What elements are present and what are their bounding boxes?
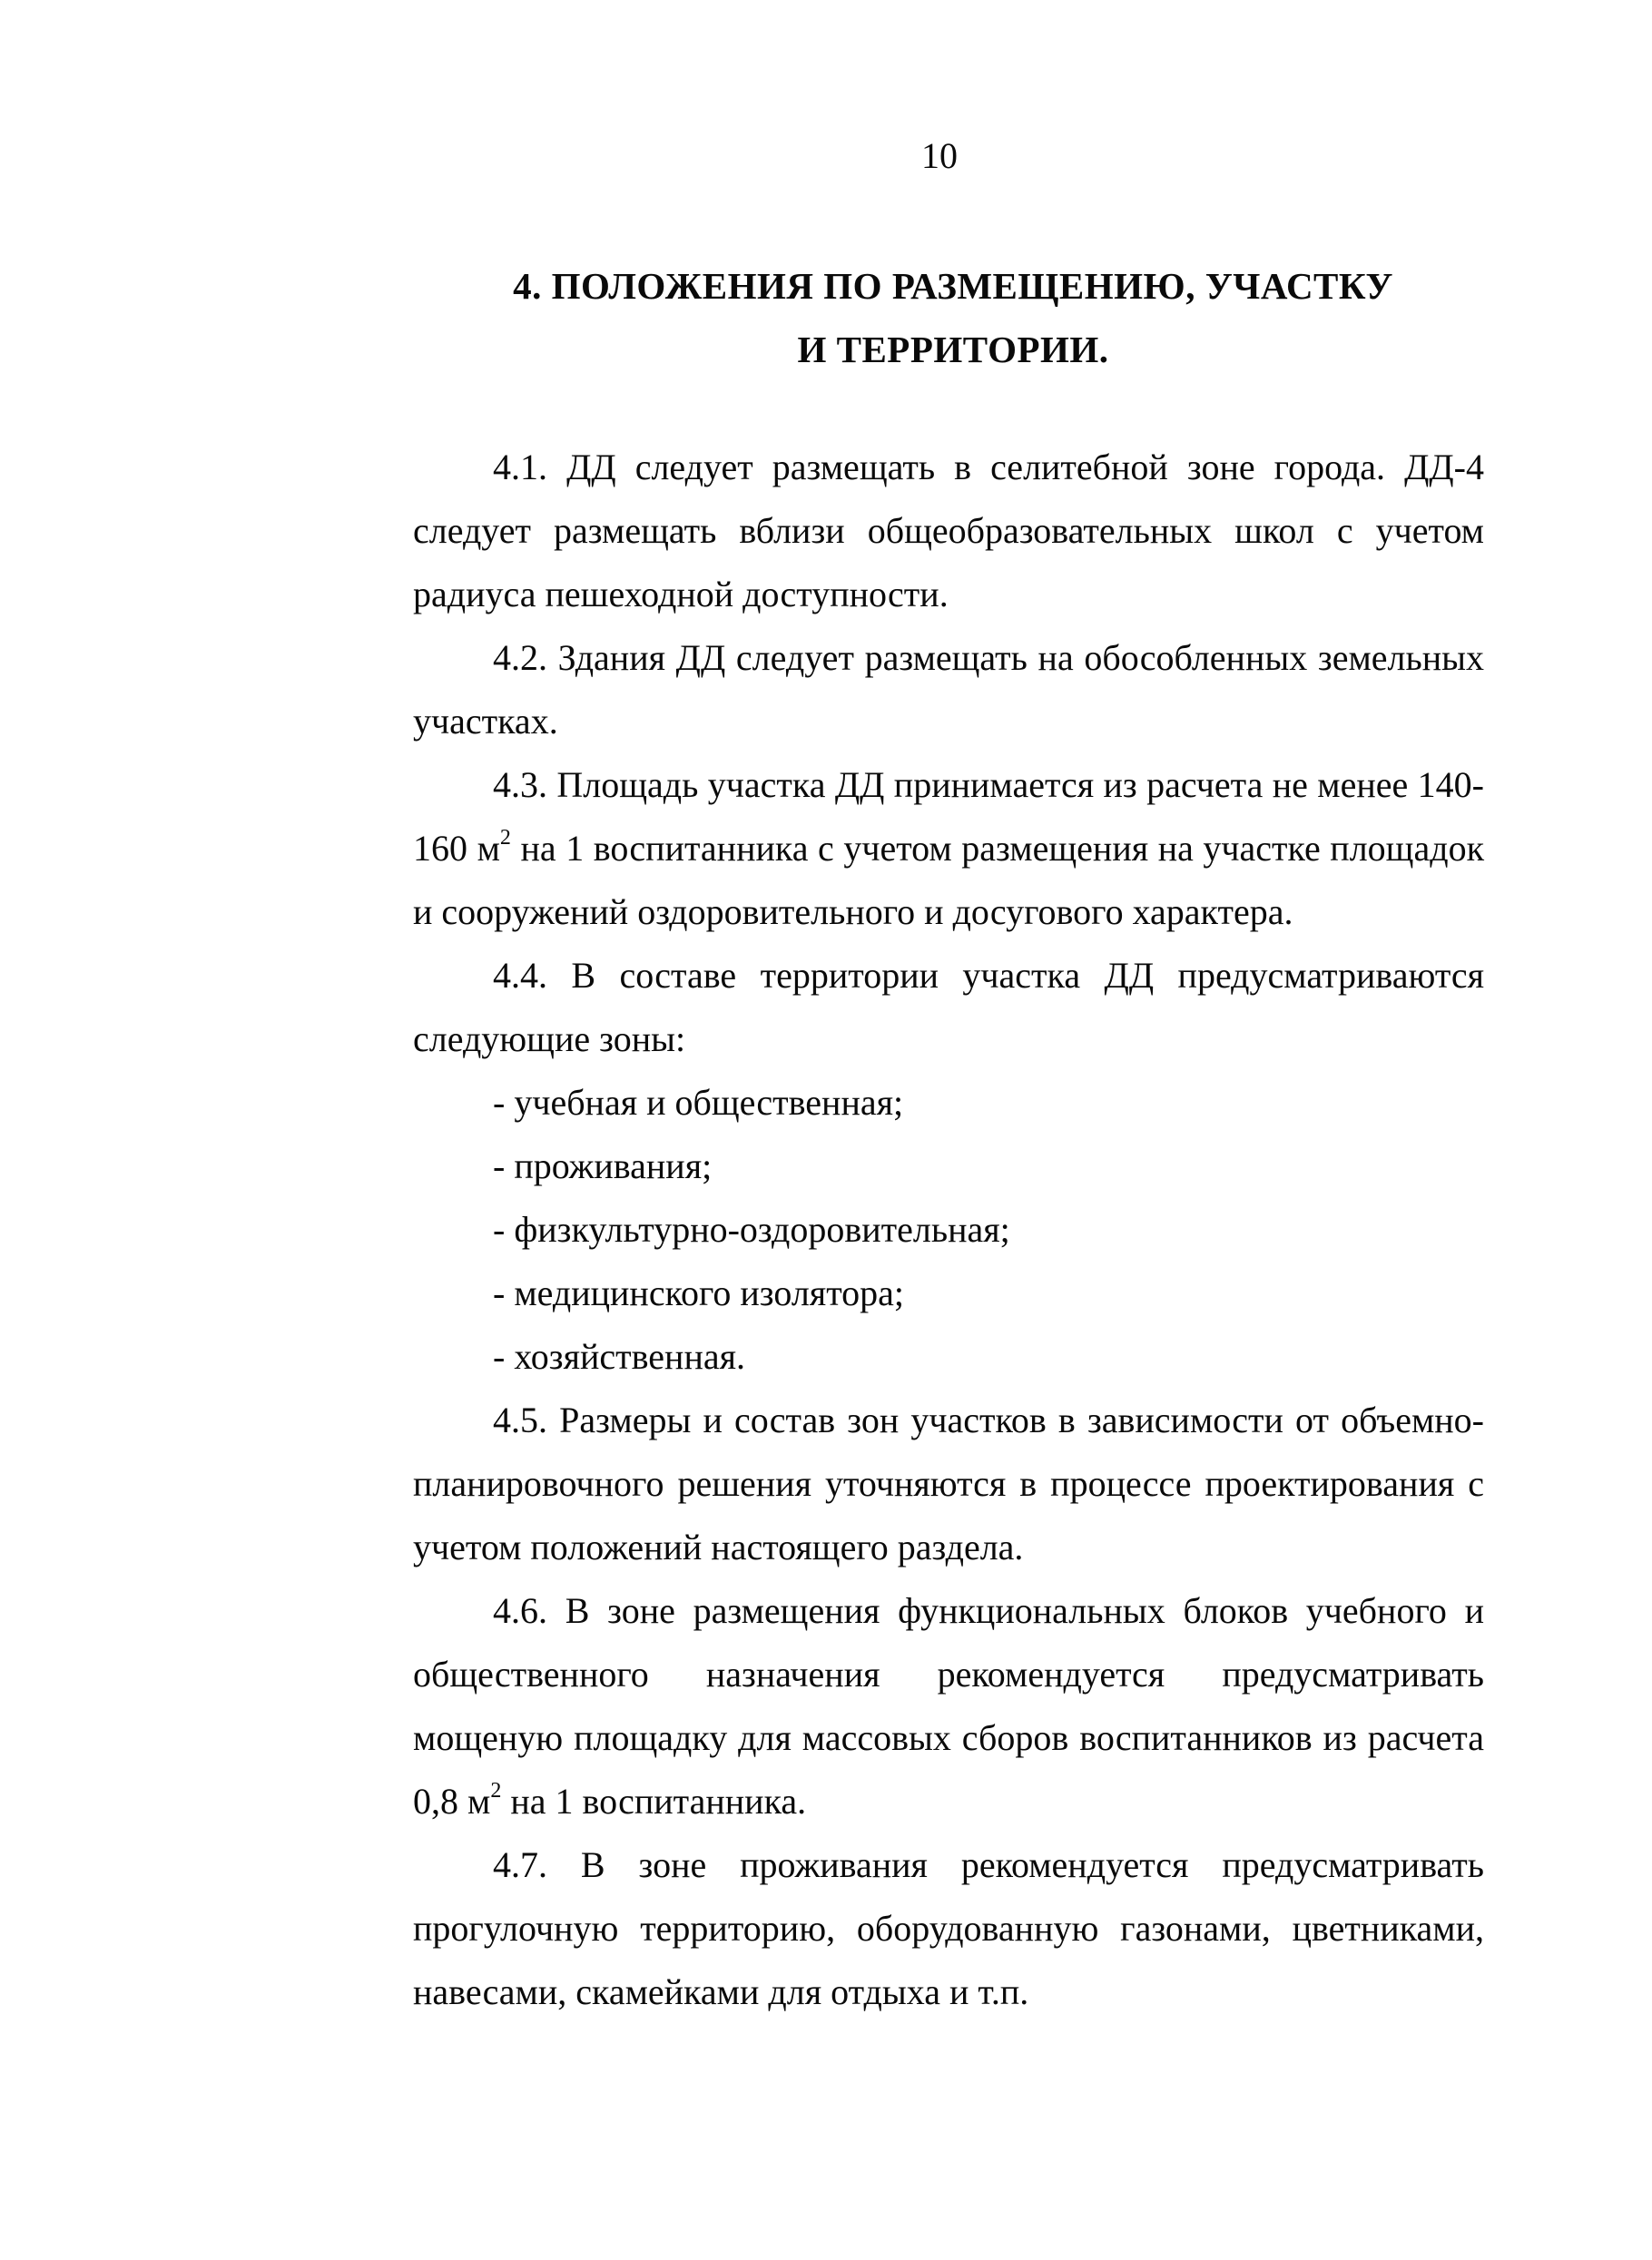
paragraph-4-5: 4.5. Размеры и состав зон участков в зависимости от объемно-планировочного решения уточняются в процессе проектирования с учетом положений настоящего раздела.: [413, 1400, 1484, 1567]
zone-item: - учебная и общественная;: [493, 1082, 904, 1123]
paragraph-4-7: 4.7. В зоне проживания рекомендуется предусматривать прогулочную территорию, оборудованную газонами, цветниками, навесами, скамейками для отдыха и т.п.: [413, 1844, 1484, 2012]
section-title: [0, 254, 1652, 381]
page-number: 10: [921, 135, 958, 176]
zone-item: - проживания;: [493, 1145, 713, 1186]
superscript-2: 2: [490, 1778, 502, 1803]
paragraph-4-2: 4.2. Здания ДД следует размещать на обособленных земельных участках.: [413, 637, 1484, 742]
paragraph-4-3: [413, 753, 1484, 944]
paragraph-4-6-text-b: на 1 воспитанника.: [501, 1781, 807, 1822]
document-body: [413, 436, 1484, 2024]
zone-item: - медицинского изолятора;: [493, 1272, 905, 1313]
superscript-2: 2: [499, 825, 511, 850]
zone-item: - хозяйственная.: [493, 1336, 746, 1377]
paragraph-4-3-text-a: 4.3. Площадь участка ДД принимается из расчета не менее 140-160 м: [413, 764, 1484, 869]
section-title-line-1: 4. ПОЛОЖЕНИЯ ПО РАЗМЕЩЕНИЮ, УЧАСТКУ: [513, 265, 1393, 307]
paragraph-4-3-text-b: на 1 воспитанника с учетом размещения на участке площадок и сооружений оздоровительного и досугового характера.: [413, 828, 1484, 932]
section-title-line-2: И ТЕРРИТОРИИ.: [797, 329, 1109, 370]
paragraph-4-6-text-a: 4.6. В зоне размещения функциональных блоков учебного и общественного назначения рекомендуется предусматривать мощеную площадку для массовых сборов воспитанников из расчета 0,8 м: [413, 1590, 1484, 1822]
paragraph-4-1: 4.1. ДД следует размещать в селитебной зоне города. ДД-4 следует размещать вблизи общеобразовательных школ с учетом радиуса пешеходной доступности.: [413, 447, 1484, 614]
paragraph-4-6: [413, 1579, 1484, 1833]
zone-item: - физкультурно-оздоровительная;: [493, 1209, 1010, 1250]
paragraph-4-4: 4.4. В составе территории участка ДД предусматриваются следующие зоны:: [413, 955, 1484, 1059]
